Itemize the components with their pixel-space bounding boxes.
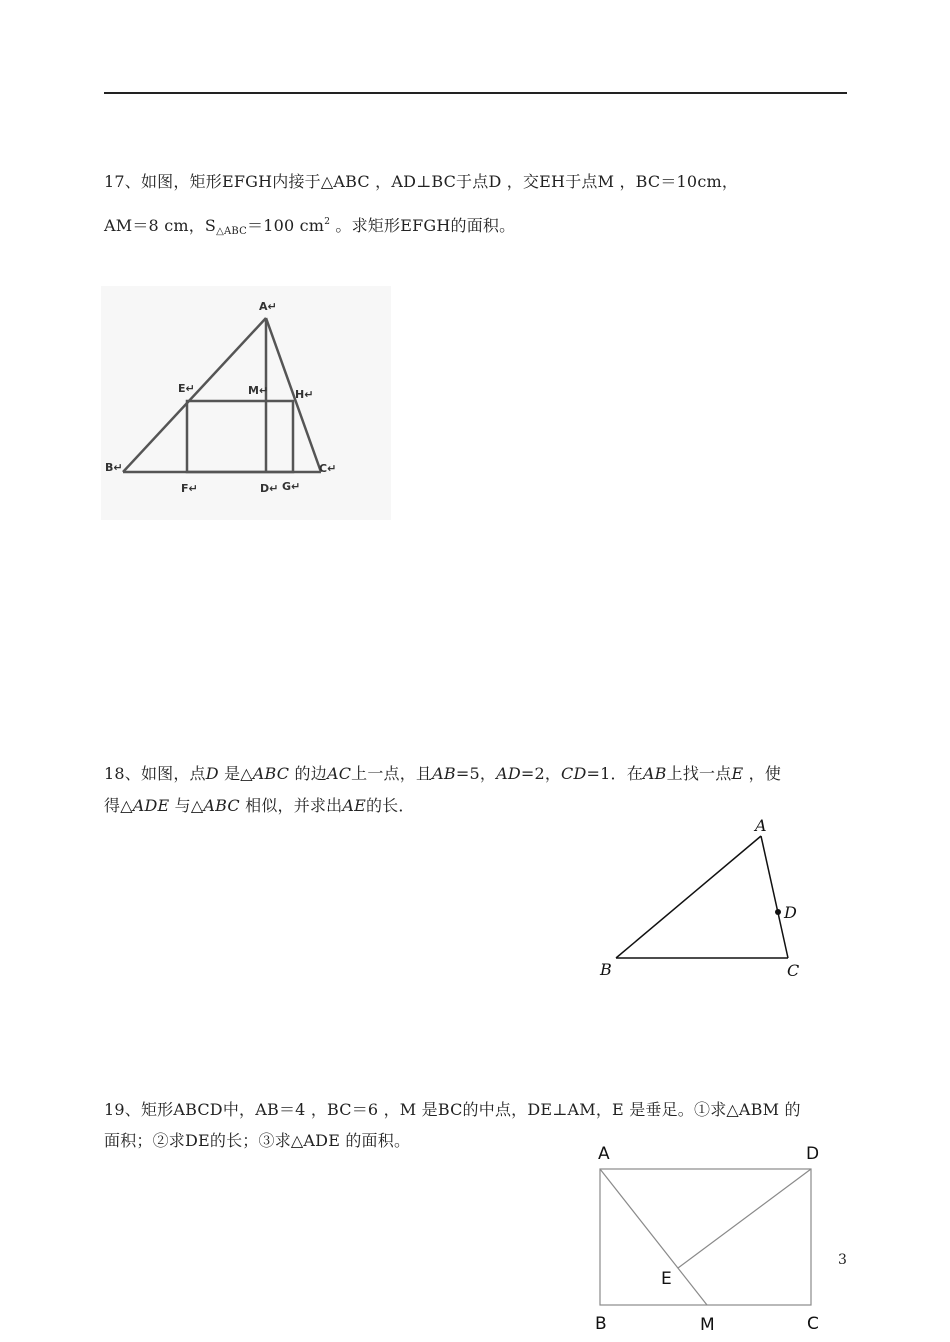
label-f: F↵ xyxy=(181,482,198,495)
point-d xyxy=(775,909,781,915)
label-a: A↵ xyxy=(259,300,277,313)
label-c: C xyxy=(807,1314,819,1334)
problem-18-line-1: 18、如图，点D 是△ABC 的边AC上一点，且AB=5，AD=2，CD=1．在AB上找一点E ，使 xyxy=(104,764,782,783)
problem-19-line-2: 面积；②求DE的长；③求△ADE 的面积。 xyxy=(104,1131,411,1150)
label-c: C↵ xyxy=(319,462,337,475)
label-m: M↵ xyxy=(248,384,269,397)
page-number: 3 xyxy=(838,1252,847,1268)
label-a: A xyxy=(598,1144,610,1164)
problem-17-line-1: 17、如图，矩形EFGH内接于△ABC ，AD⊥BC于点D ，交EH于点M ，BC＝10cm， xyxy=(104,172,739,191)
label-d: D xyxy=(806,1144,820,1164)
problem-17-line-2: AM＝8 cm，$S_{\triangle ABC}=100$ $cm^2$ 。求矩形EFGH的面积。 xyxy=(104,216,516,237)
label-b: B xyxy=(595,1314,607,1334)
label-d: D xyxy=(784,903,797,922)
label-h: H↵ xyxy=(295,388,314,401)
label-e: E↵ xyxy=(178,382,195,395)
label-d: D↵ xyxy=(260,482,279,495)
header-rule xyxy=(104,92,847,94)
problem-18-figure xyxy=(594,812,814,982)
label-b: B xyxy=(600,960,612,979)
label-g: G↵ xyxy=(282,480,301,493)
label-m: M xyxy=(700,1315,715,1335)
problem-19-line-1: 19、矩形ABCD中，AB＝4 ，BC＝6 ，M 是BC的中点，DE⊥AM，E 是垂足。①求△ABM 的 xyxy=(104,1100,801,1119)
problem-17-figure xyxy=(101,286,391,520)
label-e: E xyxy=(661,1269,672,1289)
problem-19-figure xyxy=(590,1140,830,1340)
label-a: A xyxy=(755,816,767,835)
label-b: B↵ xyxy=(105,461,123,474)
problem-18-line-2: 得△ADE 与△ABC 相似，并求出AE的长． xyxy=(104,796,415,815)
label-c: C xyxy=(787,961,800,980)
